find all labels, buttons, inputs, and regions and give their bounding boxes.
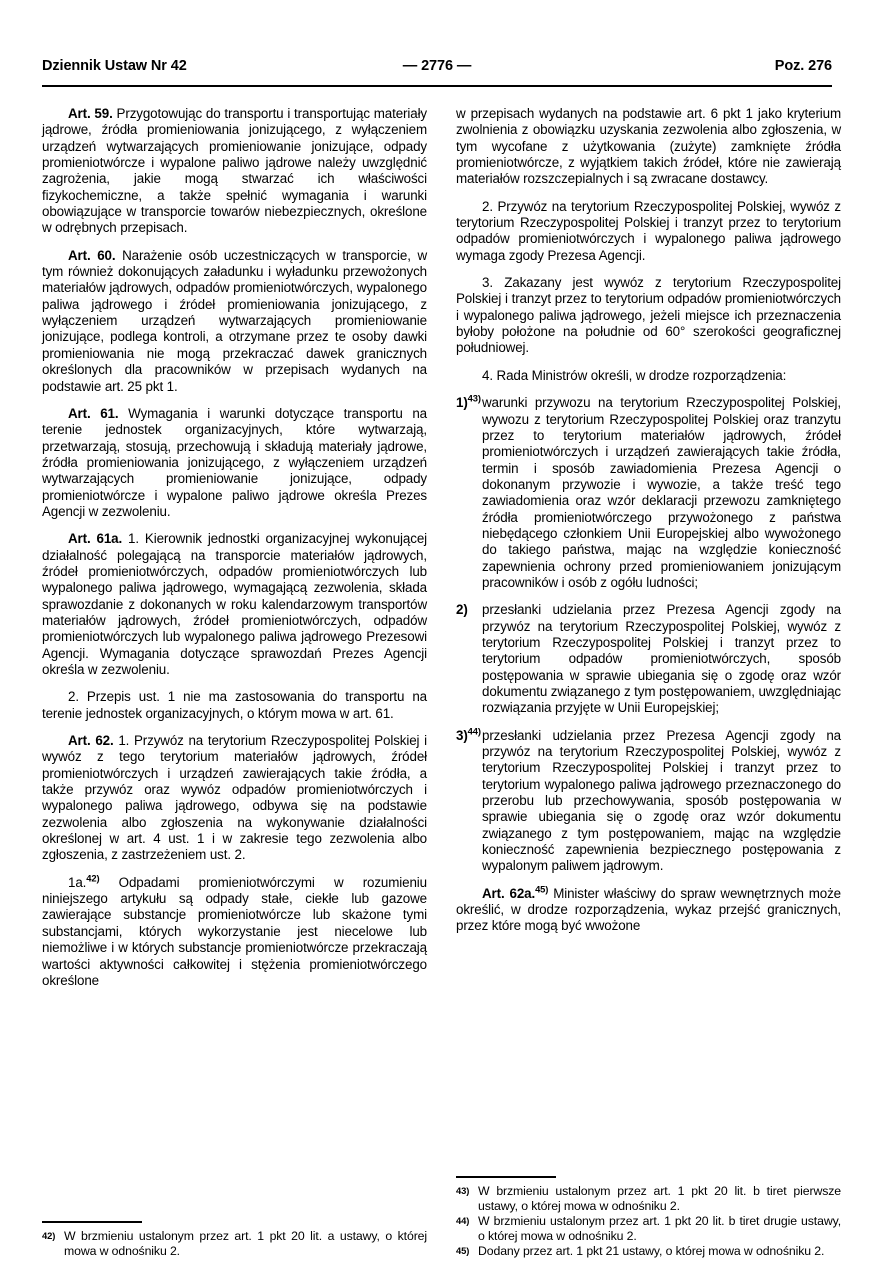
right-column [456, 106, 841, 946]
footnote-text: W brzmieniu ustalonym przez art. 1 pkt 20 lit. a ustawy, o której mowa w odnośniku 2. [64, 1228, 427, 1258]
footnote-45 [456, 1244, 841, 1259]
article-62-label: Art. 62. [68, 733, 114, 749]
footnote-text: Dodany przez art. 1 pkt 21 ustawy, o której mowa w odnośniku 2. [478, 1243, 825, 1258]
article-61a-label: Art. 61a. [68, 531, 123, 547]
article-60-label: Art. 60. [68, 247, 116, 263]
list-item-number: 2) [456, 602, 468, 618]
footnote-separator-rule [456, 1176, 556, 1178]
article-61a-paragraph-2: 2. Przepis ust. 1 nie ma zastosowania do transportu na terenie jednostek organizacyjnych, o którym mowa w art. 61. [42, 689, 427, 721]
article-62-paragraph-2: 2. Przywóz na terytorium Rzeczypospolitej Polskiej, wywóz z terytorium Rzeczypospolitej Polskiej i tranzyt przez to terytorium odpadów promieniotwórczych i wypalonego paliwa jądrowego wymaga zgody Prezesa Agencji. [456, 198, 841, 263]
list-item-marker [456, 725, 481, 744]
footnote-number: 44) [456, 1214, 470, 1226]
header-rule [42, 85, 832, 87]
article-62-paragraph-1a [42, 872, 427, 989]
list-item [456, 392, 841, 591]
paragraph-1a-body: Odpadami promieniotwórczymi w rozumieniu niniejszego artykułu są odpady stałe, ciekłe lub gazowe zawierające substancje promieniotwórcze lub skażone tymi substancjami, których wykorzystanie jest niecelowe lub niemożliwe i w których substancje promieniotwórcze przekraczają wartości aktywności całkowitej i stężenia promieniotwórczego określone [42, 874, 427, 988]
footnote-ref-43[interactable]: 43) [467, 392, 481, 404]
article-59-label: Art. 59. [68, 106, 113, 121]
position-number: Poz. 276 [774, 58, 832, 74]
article-62 [42, 733, 427, 864]
paragraph-1a-marker: 1a. [68, 874, 87, 890]
footnote-text: W brzmieniu ustalonym przez art. 1 pkt 20 lit. b tiret drugie ustawy, o której mowa w odnośniku 2. [478, 1213, 841, 1243]
article-60-body: Narażenie osób uczestniczących w transporcie, w tym również dokonujących załadunku i wyładunku przewożonych materiałów jądrowych, odpadów promieniotwórczych, wypalonego paliwa jądrowego i źródeł promieniowania jonizującego, z wyłączeniem urządzeń wytwarzających promieniowanie jonizujące, podlega kontroli, a otrzymane przez te osoby dawki promieniowania nie mogą przekraczać dawek granicznych określonych dla pracowników w przepisach wydanych na podstawie art. 25 pkt 1. [42, 247, 428, 394]
list-item-text: warunki przywozu na terytorium Rzeczypospolitej Polskiej, wywozu z terytorium Rzeczypospolitej Polskiej oraz tranzytu przez to terytorium materiałów jądrowych, źródeł promieniotwórczych i urządzeń zawierających takie źródła, termin i sposób zawiadomienia Prezesa Agencji o dokonanym przywozie i wywozie, a także treść tego zawiadomienia oraz wzór deklaracji przewozu zamkniętego źródła promieniotwórczego przywożonego z państwa niebędącego członkiem Unii Europejskiej albo wywożonego do takiego państwa, mając na względzie konieczność zapewnienia ochrony przed promieniowaniem jonizującym pracowników i osób z ogółu ludności; [482, 395, 841, 590]
running-head [42, 58, 832, 84]
continued-paragraph-1a: w przepisach wydanych na podstawie art. 6 pkt 1 jako kryterium zwolnienia z obowiązku uzyskania zezwolenia albo zgłoszenia, w tym wycofane z użytkowania (zużyte) zamknięte źródła promieniotwórcze, z wyjątkiem takich źródeł, które nie zawierają materiałów rozszczepialnych i są zwracane dostawcy. [456, 106, 841, 187]
article-62-body: 1. Przywóz na terytorium Rzeczypospolitej Polskiej i wywóz z tego terytorium materiałów jądrowych, źródeł promieniotwórczych i urządzeń zawierających takie źródła, a także przywóz oraz wywóz odpadów promieniotwórczych i wypalonego paliwa jądrowego, odbywa się na podstawie zezwolenia albo zgłoszenia na wykonywanie działalności określonej w art. 4 ust. 1 i w zakresie tego zezwolenia albo zgłoszenia, z zastrzeżeniem ust. 2. [42, 733, 427, 863]
footnotes-left [42, 1221, 427, 1259]
list-item-text: przesłanki udzielania przez Prezesa Agencji zgody na przywóz na terytorium Rzeczypospolitej Polskiej, wywóz z terytorium Rzeczypospolitej Polskiej i tranzyt przez to terytorium wypalonego paliwa jądrowego przeznaczonego do przerobu lub przechowywania, sposób postępowania w sprawie ubiegania się o zgodę oraz wzór dokumentu związanego z tym postępowaniem, mając na względzie konieczność zapewnienia bezpiecznego postępowania z wypalonym paliwem jądrowym. [482, 727, 841, 874]
footnotes-right [456, 1176, 841, 1259]
article-61a [42, 531, 427, 678]
article-59 [42, 106, 427, 237]
footnote-ref-42[interactable]: 42) [86, 872, 100, 884]
footnote-42 [42, 1229, 427, 1259]
regulation-items-list [456, 392, 841, 875]
article-62a-label: Art. 62a. [482, 885, 536, 901]
article-60 [42, 248, 427, 395]
footnote-separator-rule [42, 1221, 142, 1223]
left-column [42, 106, 427, 1000]
list-item-text: przesłanki udzielania przez Prezesa Agencji zgody na przywóz na terytorium Rzeczypospolitej Polskiej, wywóz z terytorium Rzeczypospolitej Polskiej i tranzyt przez to terytorium odpadów promieniotwórczych, sposób postępowania w sprawie ubiegania się o zgodę oraz wzór dokumentu związanego z tym postępowaniem, uwzględniając rozwiązania przyjęte w Unii Europejskiej; [482, 602, 841, 716]
article-62-paragraph-3: 3. Zakazany jest wywóz z terytorium Rzeczypospolitej Polskiej i tranzyt przez to terytorium odpadów promieniotwórczych i wypalonego paliwa jądrowego, jeżeli miejsce ich przeznaczenia byłoby położone na południe od 60° szerokości geograficznej południowej. [456, 275, 841, 356]
article-61-body: Wymagania i warunki dotyczące transportu na terenie jednostek organizacyjnych, które wytwarzają, przetwarzają, stosują, przechowują i składują materiały jądrowe, źródła promieniowania jonizującego, z wyłączeniem urządzeń wytwarzających promieniowanie jonizujące, odpady promieniotwórcze i wypalone paliwo jądrowe określa Prezes Agencji w zezwoleniu. [42, 405, 428, 519]
article-61 [42, 406, 427, 520]
footnote-number: 43) [456, 1184, 470, 1196]
footnote-43 [456, 1184, 841, 1214]
article-62-paragraph-4: 4. Rada Ministrów określi, w drodze rozporządzenia: [482, 367, 787, 383]
article-59-body: Przygotowując do transportu i transportując materiały jądrowe, źródła promieniowania jonizującego, z wyłączeniem urządzeń wytwarzających promieniowanie jonizujące, odpady promieniotwórcze i wypalone paliwo jądrowe należy uwzględnić zagrożenia, jakie mogą stwarzać ich właściwości fizykochemiczne, a także spełnić wymagania i warunki obowiązujące w transporcie towarów niebezpiecznych, określone w odrębnych przepisach. [42, 106, 427, 236]
footnote-ref-45[interactable]: 45) [535, 883, 549, 895]
article-62a-body: Minister właściwy do spraw wewnętrznych może określić, w drodze rozporządzenia, wykaz przejść granicznych, przez które mogą być wwożone [456, 885, 841, 934]
footnote-text: W brzmieniu ustalonym przez art. 1 pkt 20 lit. b tiret pierwsze ustawy, o której mowa w odnośniku 2. [478, 1183, 841, 1213]
list-item [456, 602, 841, 716]
list-item-number: 3) [456, 727, 468, 743]
journal-title: Dziennik Ustaw Nr 42 [42, 58, 187, 74]
article-62a [456, 883, 841, 935]
footnote-number: 45) [456, 1244, 470, 1256]
article-61a-body: 1. Kierownik jednostki organizacyjnej wykonującej działalność polegającą na transporcie materiałów jądrowych, źródeł promieniotwórczych, odpadów promieniotwórczych lub wypalonego paliwa jądrowego, wymagającą zezwolenia, składa sprawozdanie z dokonanych w roku kalendarzowym transportów materiałów jądrowych, źródeł promieniotwórczych, odpadów promieniotwórczych lub wypalonego paliwa jądrowego Prezesowi Agencji. Wymagania dotyczące sprawozdań Prezes Agencji określa w zezwoleniu. [42, 531, 427, 677]
article-61-label: Art. 61. [68, 405, 119, 421]
list-item-number: 1) [456, 395, 468, 411]
footnote-number: 42) [42, 1229, 56, 1241]
list-item [456, 725, 841, 875]
footnote-44 [456, 1214, 841, 1244]
footnote-ref-44[interactable]: 44) [467, 725, 481, 737]
page-number: — 2776 — [402, 58, 472, 74]
list-item-marker [456, 602, 468, 618]
list-item-marker [456, 392, 481, 411]
